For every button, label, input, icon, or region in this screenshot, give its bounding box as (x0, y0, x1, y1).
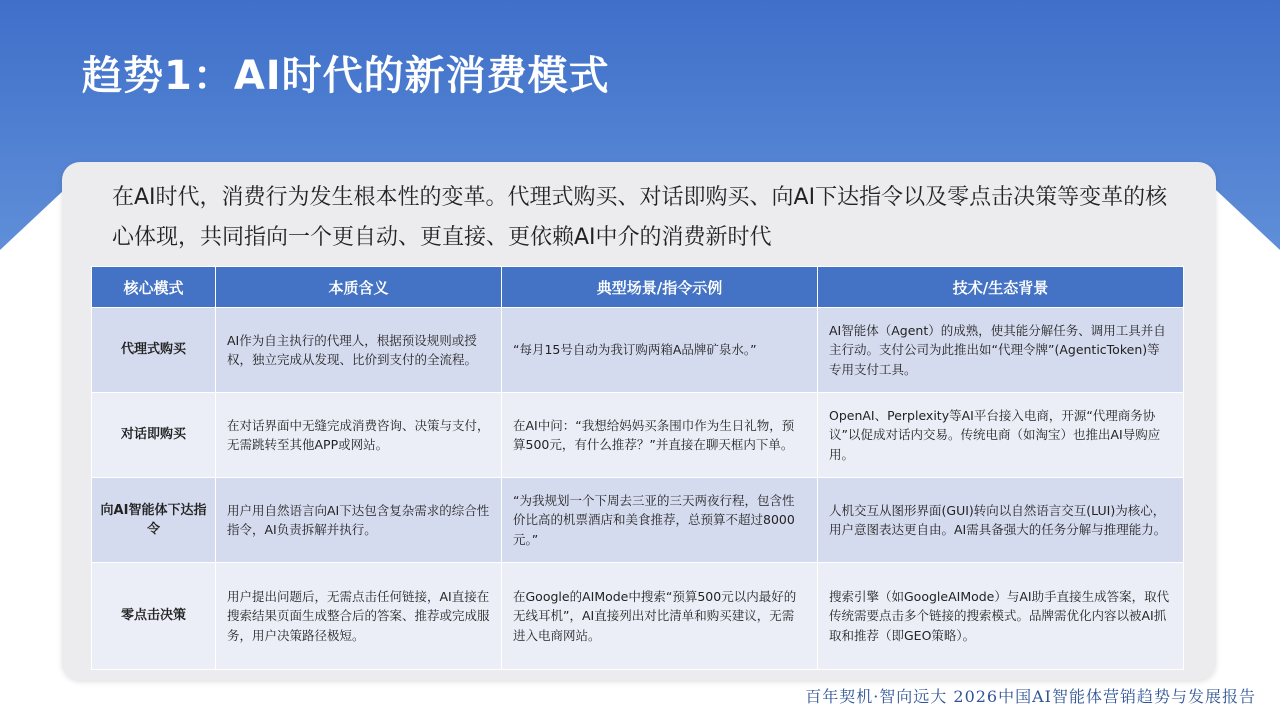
cell-example: “为我规划一个下周去三亚的三天两夜行程，包含性价比高的机票酒店和美食推荐，总预算不超过8000元。” (502, 478, 818, 563)
intro-paragraph: 在AI时代，消费行为发生根本性的变革。代理式购买、对话即购买、向AI下达指令以及零点击决策等变革的核心体现，共同指向一个更自动、更直接、更依赖AI中介的消费新时代 (112, 185, 1168, 250)
cell-background: OpenAI、Perplexity等AI平台接入电商，开源“代理商务协议”以促成对话内交易。传统电商（如淘宝）也推出AI导购应用。 (818, 393, 1184, 478)
table-row (92, 308, 1184, 393)
cell-example: 在AI中问：“我想给妈妈买条围巾作为生日礼物，预算500元，有什么推荐？”并直接在聊天框内下单。 (502, 393, 818, 478)
table-row (92, 563, 1184, 670)
footer-caption: 百年契机·智向远大 2026中国AI智能体营销趋势与发展报告 (805, 687, 1256, 706)
page-title: 趋势1：AI时代的新消费模式 (82, 53, 610, 99)
cell-mode: 代理式购买 (92, 308, 216, 393)
header-meaning: 本质含义 (216, 267, 502, 308)
consumption-modes-table (91, 266, 1184, 670)
cell-meaning: 用户提出问题后，无需点击任何链接，AI直接在搜索结果页面生成整合后的答案、推荐或完成服务，用户决策路径极短。 (216, 563, 502, 670)
table-header-row (92, 267, 1184, 308)
header-background: 技术/生态背景 (818, 267, 1184, 308)
header-example: 典型场景/指令示例 (502, 267, 818, 308)
cell-meaning: 在对话界面中无缝完成消费咨询、决策与支付，无需跳转至其他APP或网站。 (216, 393, 502, 478)
cell-meaning: 用户用自然语言向AI下达包含复杂需求的综合性指令，AI负责拆解并执行。 (216, 478, 502, 563)
cell-mode: 向AI智能体下达指令 (92, 478, 216, 563)
cell-background: 搜索引擎（如GoogleAIMode）与AI助手直接生成答案，取代传统需要点击多个链接的搜索模式。品牌需优化内容以被AI抓取和推荐（即GEO策略）。 (818, 563, 1184, 670)
cell-background: AI智能体（Agent）的成熟，使其能分解任务、调用工具并自主行动。支付公司为此推出如“代理令牌”(AgenticToken)等专用支付工具。 (818, 308, 1184, 393)
table-row (92, 393, 1184, 478)
cell-background: 人机交互从图形界面(GUI)转向以自然语言交互(LUI)为核心，用户意图表达更自由。AI需具备强大的任务分解与推理能力。 (818, 478, 1184, 563)
table-row (92, 478, 1184, 563)
cell-mode: 零点击决策 (92, 563, 216, 670)
cell-example: 在Google的AIMode中搜索“预算500元以内最好的无线耳机”，AI直接列出对比清单和购买建议，无需进入电商网站。 (502, 563, 818, 670)
cell-meaning: AI作为自主执行的代理人，根据预设规则或授权，独立完成从发现、比价到支付的全流程。 (216, 308, 502, 393)
header-mode: 核心模式 (92, 267, 216, 308)
cell-example: “每月15号自动为我订购两箱A品牌矿泉水。” (502, 308, 818, 393)
cell-mode: 对话即购买 (92, 393, 216, 478)
